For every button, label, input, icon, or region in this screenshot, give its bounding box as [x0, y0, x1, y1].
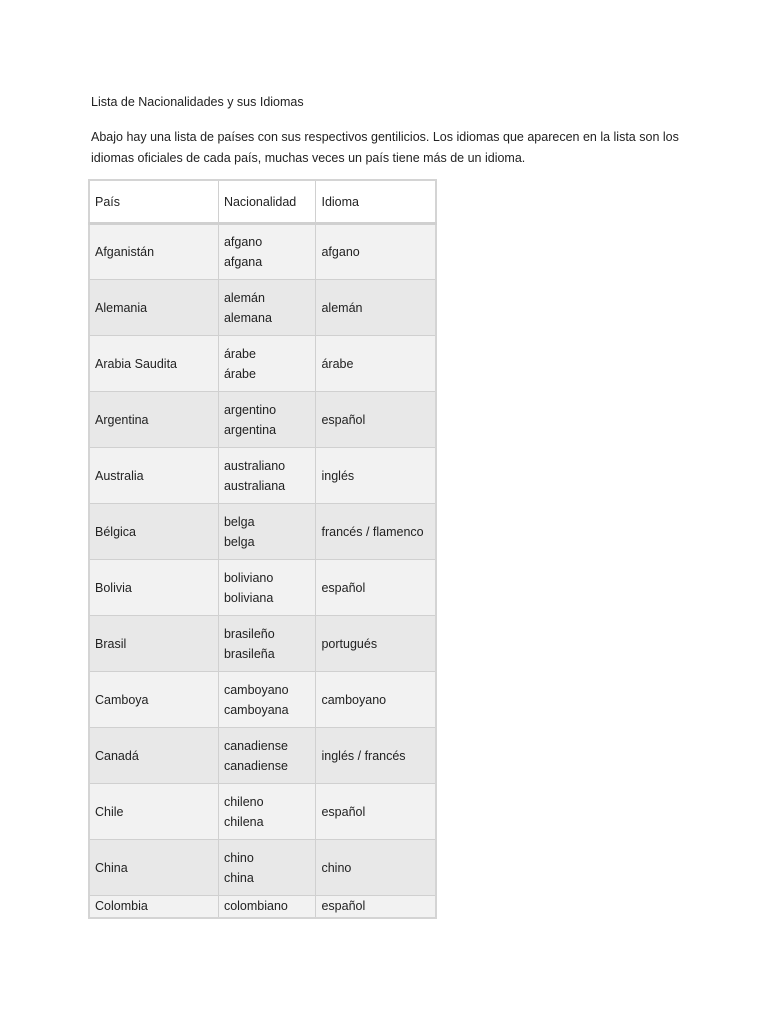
nationality-feminine: boliviana: [223, 590, 274, 605]
nationality-masculine: belga: [223, 514, 255, 529]
nationality-cell: [218, 840, 316, 896]
document-intro: Abajo hay una lista de países con sus respectivos gentilicios. Los idiomas que aparecen en la lista son los idiomas oficiales de cada país, muchas veces un país tiene más de un idioma.: [91, 130, 679, 165]
nationality-feminine: brasileña: [223, 646, 275, 661]
language-cell: afgano: [316, 224, 436, 280]
nationalities-table: [88, 179, 437, 919]
table-row: [89, 560, 436, 616]
nationality-feminine: afgana: [223, 255, 263, 269]
country-cell: Colombia: [89, 896, 218, 918]
header-language: Idioma: [316, 180, 436, 224]
nationality-feminine: alemana: [223, 310, 272, 325]
nationality-cell: [218, 280, 316, 336]
nationality-masculine: chino: [223, 850, 254, 865]
header-row: [89, 180, 436, 224]
nationality-masculine: canadiense: [223, 738, 288, 753]
language-cell: español: [316, 392, 436, 448]
country-cell: Argentina: [89, 392, 218, 448]
nationality-feminine: chilena: [223, 814, 264, 829]
nationality-cell: [218, 728, 316, 784]
document-title: Lista de Nacionalidades y sus Idiomas: [91, 95, 304, 109]
language-cell: árabe: [316, 336, 436, 392]
language-cell: portugués: [316, 616, 436, 672]
language-cell: camboyano: [316, 672, 436, 728]
country-cell: Canadá: [89, 728, 218, 784]
nationality-masculine: alemán: [223, 290, 265, 305]
table-row: [89, 840, 436, 896]
nationality-cell: [218, 504, 316, 560]
table-row: [89, 728, 436, 784]
table-row: [89, 616, 436, 672]
table-row: [89, 280, 436, 336]
nationality-cell: [218, 224, 316, 280]
nationality-feminine: china: [223, 870, 254, 885]
document-body: [91, 94, 691, 169]
country-cell: Bolivia: [89, 560, 218, 616]
language-cell: francés / flamenco: [316, 504, 436, 560]
language-cell: chino: [316, 840, 436, 896]
nationality-cell: [218, 616, 316, 672]
table-body: [89, 224, 436, 918]
language-cell: inglés: [316, 448, 436, 504]
header-country: País: [89, 180, 218, 224]
nationality-cell: [218, 336, 316, 392]
table-row: [89, 448, 436, 504]
nationality-masculine: argentino: [223, 402, 277, 417]
nationality-cell: [218, 672, 316, 728]
nationality-cell: [218, 560, 316, 616]
nationality-masculine: camboyano: [223, 682, 289, 697]
language-cell: español: [316, 896, 436, 918]
country-cell: Bélgica: [89, 504, 218, 560]
table-row: [89, 896, 436, 918]
country-cell: Alemania: [89, 280, 218, 336]
nationality-masculine: chileno: [223, 794, 264, 809]
nationality-cell: colombiano: [218, 896, 316, 918]
table-header: [89, 180, 436, 224]
nationality-masculine: australiano: [223, 458, 286, 473]
language-cell: inglés / francés: [316, 728, 436, 784]
table-row: [89, 336, 436, 392]
header-nationality: Nacionalidad: [218, 180, 316, 224]
nationality-cell: [218, 392, 316, 448]
language-cell: español: [316, 560, 436, 616]
table-row: [89, 784, 436, 840]
country-cell: Australia: [89, 448, 218, 504]
nationality-feminine: canadiense: [223, 758, 288, 773]
country-cell: Afganistán: [89, 224, 218, 280]
nationality-cell: [218, 448, 316, 504]
nationality-masculine: boliviano: [223, 570, 274, 585]
table-row: [89, 672, 436, 728]
nationality-feminine: belga: [223, 534, 255, 549]
language-cell: alemán: [316, 280, 436, 336]
country-cell: Arabia Saudita: [89, 336, 218, 392]
table-row: [89, 504, 436, 560]
table-row: [89, 392, 436, 448]
country-cell: China: [89, 840, 218, 896]
nationality-feminine: camboyana: [223, 702, 289, 717]
country-cell: Chile: [89, 784, 218, 840]
nationality-masculine: árabe: [223, 346, 256, 361]
nationality-masculine: afgano: [223, 235, 263, 249]
table-row: [89, 224, 436, 280]
nationality-feminine: árabe: [223, 366, 256, 381]
country-cell: Camboya: [89, 672, 218, 728]
nationality-masculine: brasileño: [223, 626, 275, 641]
country-cell: Brasil: [89, 616, 218, 672]
language-cell: español: [316, 784, 436, 840]
nationality-feminine: australiana: [223, 478, 286, 493]
nationality-feminine: argentina: [223, 422, 277, 437]
nationality-cell: [218, 784, 316, 840]
